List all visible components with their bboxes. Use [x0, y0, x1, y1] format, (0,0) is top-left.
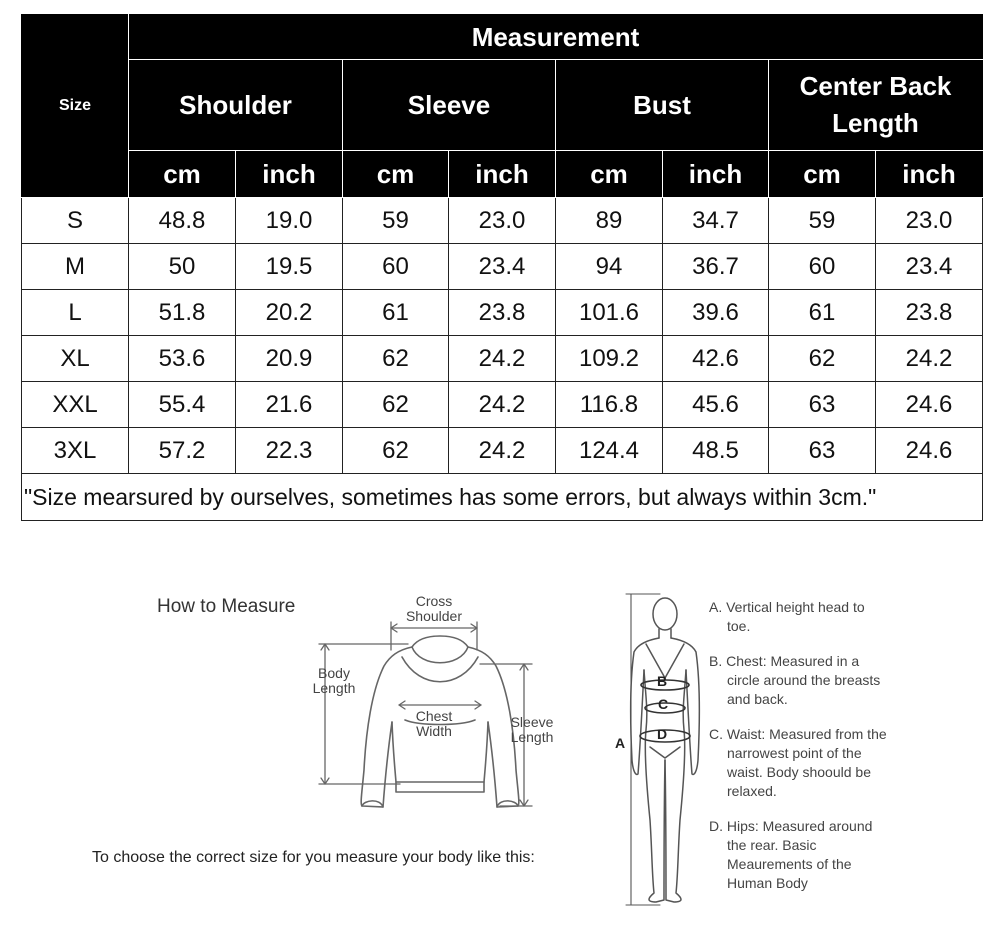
figure-letter-d: D	[657, 726, 668, 742]
value-cell: 59	[769, 198, 876, 244]
value-cell: 39.6	[663, 290, 769, 336]
value-cell: 24.2	[449, 428, 556, 474]
value-cell: 116.8	[556, 382, 663, 428]
shoulder-label: Shoulder	[405, 607, 463, 624]
value-cell: 48.8	[129, 198, 236, 244]
value-cell: 61	[343, 290, 449, 336]
body-length-label	[304, 666, 364, 695]
sleeve-length-label	[502, 715, 562, 744]
value-cell: 53.6	[129, 336, 236, 382]
chest-width-label	[404, 709, 464, 738]
chest-label: Chest	[415, 708, 453, 724]
value-cell: 51.8	[129, 290, 236, 336]
value-cell: 48.5	[663, 428, 769, 474]
note-waist: C. Waist: Measured from the narrowest point of the waist. Body shoould be relaxed.	[709, 726, 887, 799]
value-cell: 61	[769, 290, 876, 336]
size-rows	[22, 198, 983, 474]
value-cell: 101.6	[556, 290, 663, 336]
value-cell: 23.0	[876, 198, 983, 244]
note-height: A. Vertical height head to toe.	[709, 599, 865, 634]
value-cell: 20.9	[236, 336, 343, 382]
how-to-measure-section	[0, 560, 1000, 949]
note-chest: B. Chest: Measured in a circle around the breasts and back.	[709, 653, 881, 707]
unit-header: cm	[556, 151, 663, 198]
value-cell: 63	[769, 428, 876, 474]
unit-header: inch	[663, 151, 769, 198]
unit-header: inch	[876, 151, 983, 198]
value-cell: 62	[769, 336, 876, 382]
center-back-label: Center Back	[799, 71, 952, 101]
value-cell: 55.4	[129, 382, 236, 428]
value-cell: 24.2	[876, 336, 983, 382]
unit-header: inch	[449, 151, 556, 198]
value-cell: 60	[343, 244, 449, 290]
value-cell: 45.6	[663, 382, 769, 428]
center-back-length-header	[769, 60, 983, 151]
value-cell: 21.6	[236, 382, 343, 428]
unit-header: inch	[236, 151, 343, 198]
size-cell: XL	[22, 336, 129, 382]
sleeve-label: Sleeve	[510, 714, 554, 730]
value-cell: 124.4	[556, 428, 663, 474]
value-cell: 24.6	[876, 428, 983, 474]
length-label: Length	[312, 679, 356, 696]
value-cell: 89	[556, 198, 663, 244]
value-cell: 42.6	[663, 336, 769, 382]
value-cell: 62	[343, 382, 449, 428]
shoulder-header: Shoulder	[129, 60, 343, 151]
table-row	[22, 244, 983, 290]
size-cell: 3XL	[22, 428, 129, 474]
value-cell: 23.8	[449, 290, 556, 336]
measurement-note: "Size mearsured by ourselves, sometimes has some errors, but always within 3cm."	[22, 474, 983, 521]
measure-notes	[709, 598, 889, 909]
value-cell: 63	[769, 382, 876, 428]
size-chart-table	[21, 14, 983, 521]
table-row	[22, 382, 983, 428]
value-cell: 19.5	[236, 244, 343, 290]
size-cell: L	[22, 290, 129, 336]
table-row	[22, 290, 983, 336]
figure-letter-c: C	[658, 696, 669, 712]
table-row	[22, 198, 983, 244]
value-cell: 62	[343, 336, 449, 382]
size-cell: XXL	[22, 382, 129, 428]
note-hips: D. Hips: Measured around the rear. Basic Meaurements of the Human Body	[709, 818, 873, 891]
figure-letter-a: A	[615, 735, 626, 751]
unit-header: cm	[769, 151, 876, 198]
value-cell: 23.4	[876, 244, 983, 290]
value-cell: 62	[343, 428, 449, 474]
length-label: Length	[510, 728, 554, 745]
measurement-header: Measurement	[129, 15, 983, 60]
value-cell: 60	[769, 244, 876, 290]
unit-header: cm	[129, 151, 236, 198]
width-label: Width	[416, 722, 452, 739]
value-cell: 36.7	[663, 244, 769, 290]
value-cell: 50	[129, 244, 236, 290]
value-cell: 57.2	[129, 428, 236, 474]
value-cell: 19.0	[236, 198, 343, 244]
unit-header: cm	[343, 151, 449, 198]
bust-header: Bust	[556, 60, 769, 151]
value-cell: 94	[556, 244, 663, 290]
size-header: Size	[22, 15, 129, 198]
value-cell: 23.8	[876, 290, 983, 336]
value-cell: 22.3	[236, 428, 343, 474]
length-label: Length	[832, 108, 919, 138]
value-cell: 59	[343, 198, 449, 244]
value-cell: 20.2	[236, 290, 343, 336]
cross-label: Cross	[415, 593, 453, 609]
value-cell: 34.7	[663, 198, 769, 244]
sleeve-header: Sleeve	[343, 60, 556, 151]
figure-letter-b: B	[657, 673, 668, 689]
value-cell: 109.2	[556, 336, 663, 382]
value-cell: 24.6	[876, 382, 983, 428]
value-cell: 24.2	[449, 336, 556, 382]
body-label: Body	[318, 665, 350, 681]
how-to-measure-title: How to Measure	[157, 596, 296, 617]
table-row	[22, 428, 983, 474]
table-row	[22, 336, 983, 382]
human-figure-illustration	[631, 598, 700, 902]
value-cell: 24.2	[449, 382, 556, 428]
size-cell: M	[22, 244, 129, 290]
size-cell: S	[22, 198, 129, 244]
cross-shoulder-label	[396, 594, 472, 623]
value-cell: 23.4	[449, 244, 556, 290]
value-cell: 23.0	[449, 198, 556, 244]
instruction-text: To choose the correct size for you measure your body like this:	[92, 849, 535, 866]
